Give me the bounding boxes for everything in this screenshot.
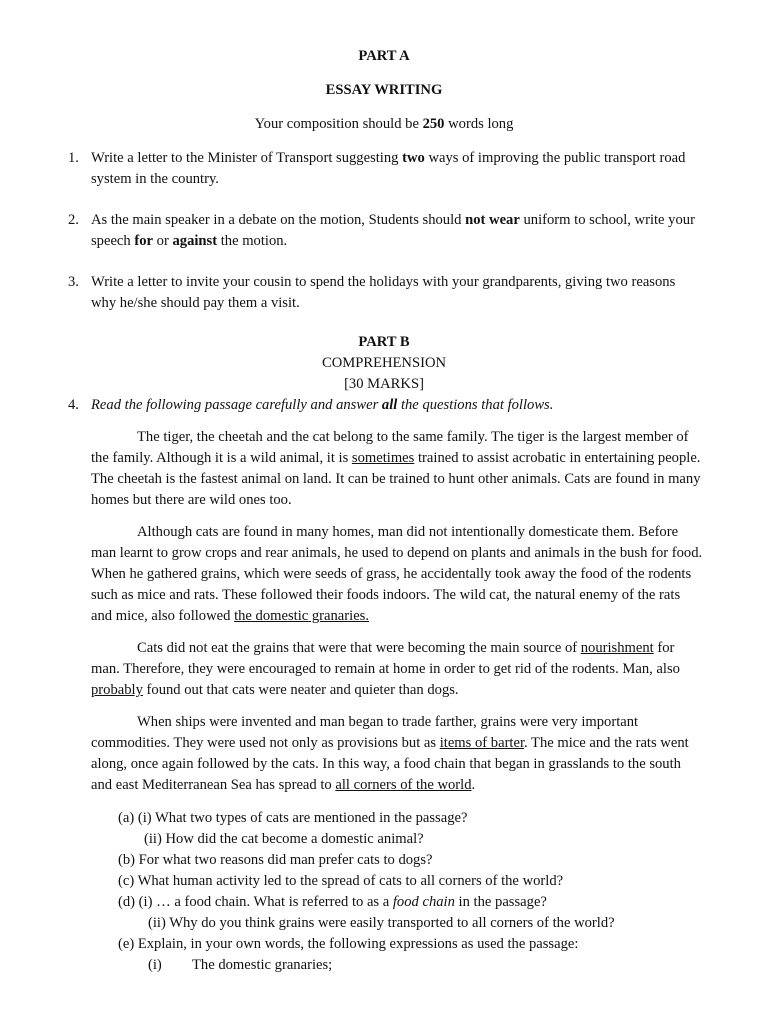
p4-l4-b: .	[471, 777, 476, 793]
passage-p2-line-3: When he gathered grains, which were seeds of grass, he accidentally took away the food of the rodents	[91, 566, 692, 582]
passage-p1-line-1: The tiger, the cheetah and the cat belong to the same family. The tiger is the largest member of	[137, 429, 689, 445]
subquestion-a-ii: (ii) How did the cat become a domestic animal?	[144, 831, 424, 847]
question-2-number: 2.	[68, 212, 79, 228]
passage-p2-line-1: Although cats are found in many homes, man did not intentionally domesticate them. Before	[137, 524, 679, 540]
subquestion-e: (e) Explain, in your own words, the following expressions as used the passage:	[118, 936, 579, 952]
p2-underlined-granaries: the domestic granaries.	[234, 608, 370, 624]
passage-p4-line-4	[91, 777, 475, 794]
question-4-number: 4.	[68, 397, 79, 413]
d1-text-b: in the passage?	[454, 894, 547, 910]
question-4-instruction	[91, 397, 553, 414]
q2-l2-bold-against: against	[172, 233, 218, 249]
question-1-number: 1.	[68, 150, 79, 166]
q2-bold: not wear	[465, 212, 520, 228]
passage-p1-line-3: The cheetah is the fastest animal on land. It can be trained to hunt other animals. Cats are found in many	[91, 471, 701, 487]
d1-italic-food-chain: food chain	[392, 894, 455, 910]
q2-l2-c: or	[153, 233, 173, 249]
part-a-subtitle: ESSAY WRITING	[325, 82, 443, 98]
question-1-line-2: system in the country.	[91, 171, 219, 187]
part-a-instruction	[0, 116, 768, 133]
p3-l3-b: found out that cats were neater and quieter than dogs.	[142, 682, 459, 698]
subquestion-e-i-number: (i)	[148, 957, 162, 973]
subquestion-b: (b) For what two reasons did man prefer cats to dogs?	[118, 852, 433, 868]
subquestion-c: (c) What human activity led to the spread of cats to all corners of the world?	[118, 873, 564, 889]
question-1-line-1	[91, 150, 685, 167]
passage-p2-line-5	[91, 608, 369, 625]
q4-bold: all	[381, 397, 398, 413]
q2-l2-e: the motion.	[217, 233, 288, 249]
question-3-number: 3.	[68, 274, 79, 290]
question-3-line-1: Write a letter to invite your cousin to spend the holidays with your grandparents, giving two reasons	[91, 274, 676, 290]
part-b-marks: [30 MARKS]	[344, 376, 424, 392]
subquestion-d-ii: (ii) Why do you think grains were easily transported to all corners of the world?	[148, 915, 615, 931]
p1-l2-b: trained to assist acrobatic in entertaining people.	[414, 450, 701, 466]
p4-l2-a: commodities. They were used not only as provisions but as	[91, 735, 440, 751]
instruction-pre: Your composition should be	[254, 116, 423, 132]
p1-underlined-sometimes: sometimes	[351, 450, 415, 466]
subquestion-e-i-text: The domestic granaries;	[192, 957, 333, 973]
part-b-subtitle: COMPREHENSION	[321, 355, 447, 371]
q4-text-c: the questions that follows.	[397, 397, 554, 413]
passage-p1-line-4: homes but there are wild ones too.	[91, 492, 292, 508]
passage-p4-line-1: When ships were invented and man began to trade farther, grains were very important	[137, 714, 639, 730]
question-3-line-2: why he/she should pay them a visit.	[91, 295, 300, 311]
d1-text-a: (d) (i) … a food chain. What is referred to as a	[118, 894, 393, 910]
p4-l4-a: and east Mediterranean Sea has spread to	[91, 777, 336, 793]
q4-text-a: Read the following passage carefully and answer	[91, 397, 382, 413]
part-b-title: PART B	[358, 334, 410, 350]
q2-l2-bold-for: for	[134, 233, 153, 249]
p4-underlined-items-of-barter: items of barter	[439, 735, 525, 751]
passage-p2-line-4: such as mice and rats. These followed their foods indoors. The wild cat, the natural enemy of the rats	[91, 587, 681, 603]
p3-underlined-probably: probably	[91, 682, 143, 698]
passage-p4-line-3: along, once again followed by the cats. In this way, a food chain that began in grasslands to the south	[91, 756, 681, 772]
instruction-post: words long	[444, 116, 514, 132]
p3-underlined-nourishment: nourishment	[580, 640, 654, 656]
passage-p2-line-2: man learnt to grow crops and rear animals, he used to depend on plants and animals in the bush for food.	[91, 545, 703, 561]
question-2-line-2	[91, 233, 287, 250]
instruction-bold: 250	[422, 116, 445, 132]
passage-p3-line-3	[91, 682, 459, 699]
p3-l1-b: for	[653, 640, 675, 656]
p2-l5-a: and mice, also followed	[91, 608, 235, 624]
subquestion-a-i: (a) (i) What two types of cats are mentioned in the passage?	[118, 810, 468, 826]
q2-text-c: uniform to school, write your	[519, 212, 695, 228]
q1-bold: two	[402, 150, 425, 166]
subquestion-d-i	[118, 894, 547, 911]
passage-p4-line-2	[91, 735, 689, 752]
p4-underlined-all-corners: all corners of the world	[335, 777, 472, 793]
q1-text-c: ways of improving the public transport road	[424, 150, 686, 166]
q1-text-a: Write a letter to the Minister of Transport suggesting	[91, 150, 403, 166]
p4-l2-b: . The mice and the rats went	[524, 735, 689, 751]
q2-text-a: As the main speaker in a debate on the motion, Students should	[91, 212, 466, 228]
passage-p3-line-1	[137, 640, 674, 657]
q2-l2-a: speech	[91, 233, 135, 249]
passage-p3-line-2: man. Therefore, they were encouraged to remain at home in order to get rid of the rodents. Man, also	[91, 661, 680, 677]
p1-l2-a: the family. Although it is a wild animal, it is	[91, 450, 352, 466]
part-a-title: PART A	[358, 48, 410, 64]
question-2-line-1	[91, 212, 695, 229]
p3-l1-a: Cats did not eat the grains that were that were becoming the main source of	[137, 640, 581, 656]
passage-p1-line-2	[91, 450, 700, 467]
